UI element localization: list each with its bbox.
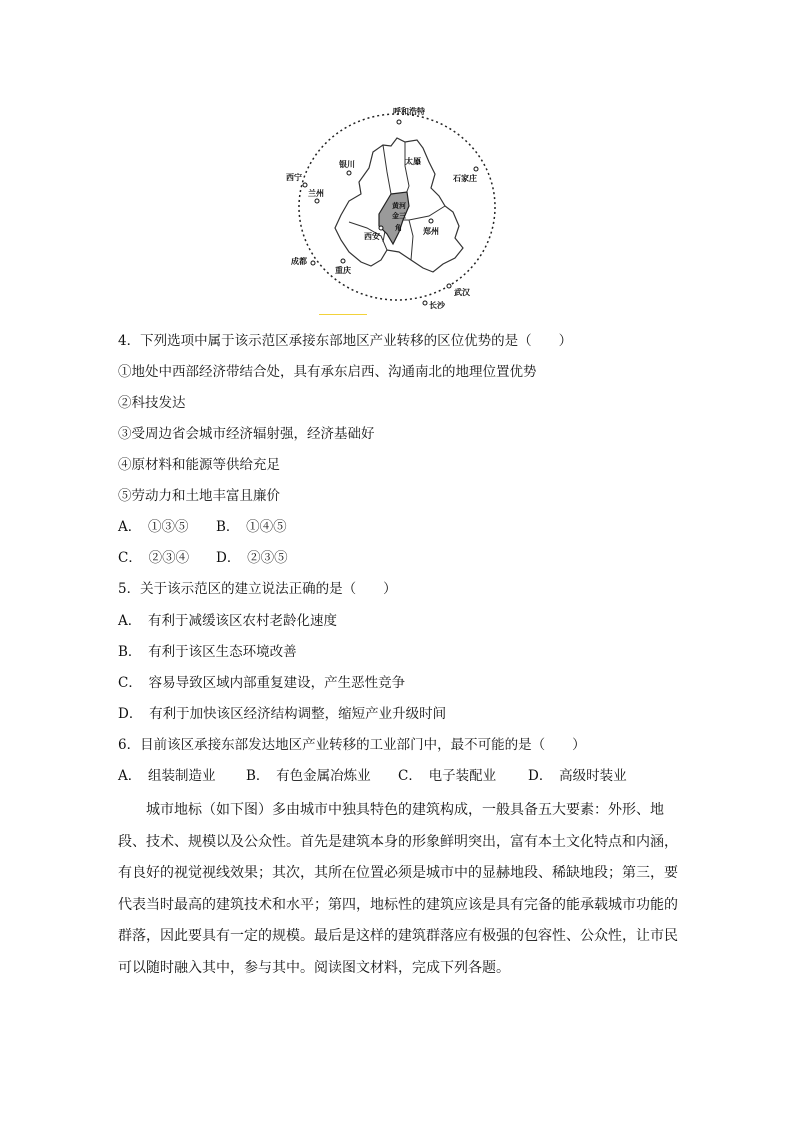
region-label-2: 金三 (392, 212, 406, 220)
q4-statement-2: ②科技发达 (118, 395, 186, 411)
decorative-underline (319, 314, 367, 315)
city-dot-zhengzhou (429, 219, 433, 223)
q4-options-row-2 (118, 549, 288, 567)
q4-option-d[interactable]: D． ②③⑤ (216, 550, 288, 566)
q4-option-c[interactable]: C． ②③④ (118, 550, 190, 566)
region-map (283, 102, 513, 314)
q4-options-row-1 (118, 518, 287, 536)
q5-stem: 5．关于该示范区的建立说法正确的是（ ） (118, 581, 397, 597)
city-label-shijiazhuang: 石家庄 (453, 174, 477, 183)
city-label-zhengzhou: 郑州 (423, 227, 439, 236)
q6-option-c[interactable]: C． 电子装配业 (398, 768, 497, 784)
q6-option-a[interactable]: A． 组装制造业 (118, 768, 216, 784)
city-label-hohhot: 呼和浩特 (393, 107, 425, 116)
q4-statement-5: ⑤劳动力和土地丰富且廉价 (118, 488, 280, 504)
city-dot-shijiazhuang (474, 167, 478, 171)
city-dot-yinchuan (347, 171, 351, 175)
region-label-3: 角 (395, 224, 402, 232)
city-label-xining: 西宁 (286, 173, 302, 182)
q5-option-d[interactable]: D． 有利于加快该区经济结构调整，缩短产业升级时间 (118, 706, 447, 722)
city-dot-hohhot (397, 120, 401, 124)
q5-option-b[interactable]: B． 有利于该区生态环境改善 (118, 644, 297, 660)
city-label-lanzhou: 兰州 (308, 189, 324, 198)
city-dot-changsha (423, 301, 427, 305)
q4-statement-4: ④原材料和能源等供给充足 (118, 457, 280, 473)
city-label-wuhan: 武汉 (454, 288, 470, 297)
city-dot-chengdu (311, 261, 315, 265)
city-label-chongqing: 重庆 (335, 266, 351, 275)
q6-stem: 6．目前该区承接东部发达地区产业转移的工业部门中，最不可能的是（ ） (118, 737, 586, 753)
city-label-taiyuan: 太原 (405, 157, 421, 166)
city-dot-chongqing (341, 259, 345, 263)
q5-option-c[interactable]: C． 容易导致区域内部重复建设，产生恶性竞争 (118, 675, 406, 691)
q4-statement-1: ①地处中西部经济带结合处，具有承东启西、沟通南北的地理位置优势 (118, 364, 537, 380)
city-dot-xining (303, 183, 307, 187)
q4-option-a[interactable]: A． ①③⑤ (118, 519, 189, 535)
passage-text: 城市地标（如下图）多由城市中独具特色的建筑构成，一般具备五大要素：外形、地段、技术、规模以及公众性。首先是建筑本身的形象鲜明突出，富有本土文化特点和内涵，有良好的视觉视线效果；其次，其所在位置必须是城市中的显赫地段、稀缺地段；第三，要代表当时最高的建筑技术和水平；第四，地标性的建筑应该是具有完备的能承载城市功能的群落，因此要具有一定的规模。最后是这样的建筑群落应有极强的包容性、公众性，让市民可以随时融入其中，参与其中。阅读图文材料，完成下列各题。 (118, 802, 678, 976)
q6-option-d[interactable]: D． 高级时装业 (528, 768, 627, 784)
city-dot-lanzhou (315, 199, 319, 203)
city-dot-wuhan (447, 284, 451, 288)
city-label-yinchuan: 银川 (339, 160, 355, 169)
q6-option-b[interactable]: B． 有色金属冶炼业 (246, 768, 371, 784)
city-label-chengdu: 成都 (291, 257, 307, 266)
q4-option-b[interactable]: B． ①④⑤ (216, 519, 287, 535)
city-label-changsha: 长沙 (429, 301, 445, 310)
q4-stem: 4．下列选项中属于该示范区承接东部地区产业转移的区位优势的是（ ） (118, 333, 573, 349)
city-label-xian: 西安 (364, 232, 380, 241)
q6-options-row (118, 767, 627, 785)
q5-option-a[interactable]: A． 有利于减缓该区农村老龄化速度 (118, 613, 337, 629)
reading-passage (118, 795, 678, 984)
city-dot-xian (379, 226, 383, 230)
region-label-1: 黄河 (392, 202, 406, 210)
q4-statement-3: ③受周边省会城市经济辐射强，经济基础好 (118, 426, 375, 442)
